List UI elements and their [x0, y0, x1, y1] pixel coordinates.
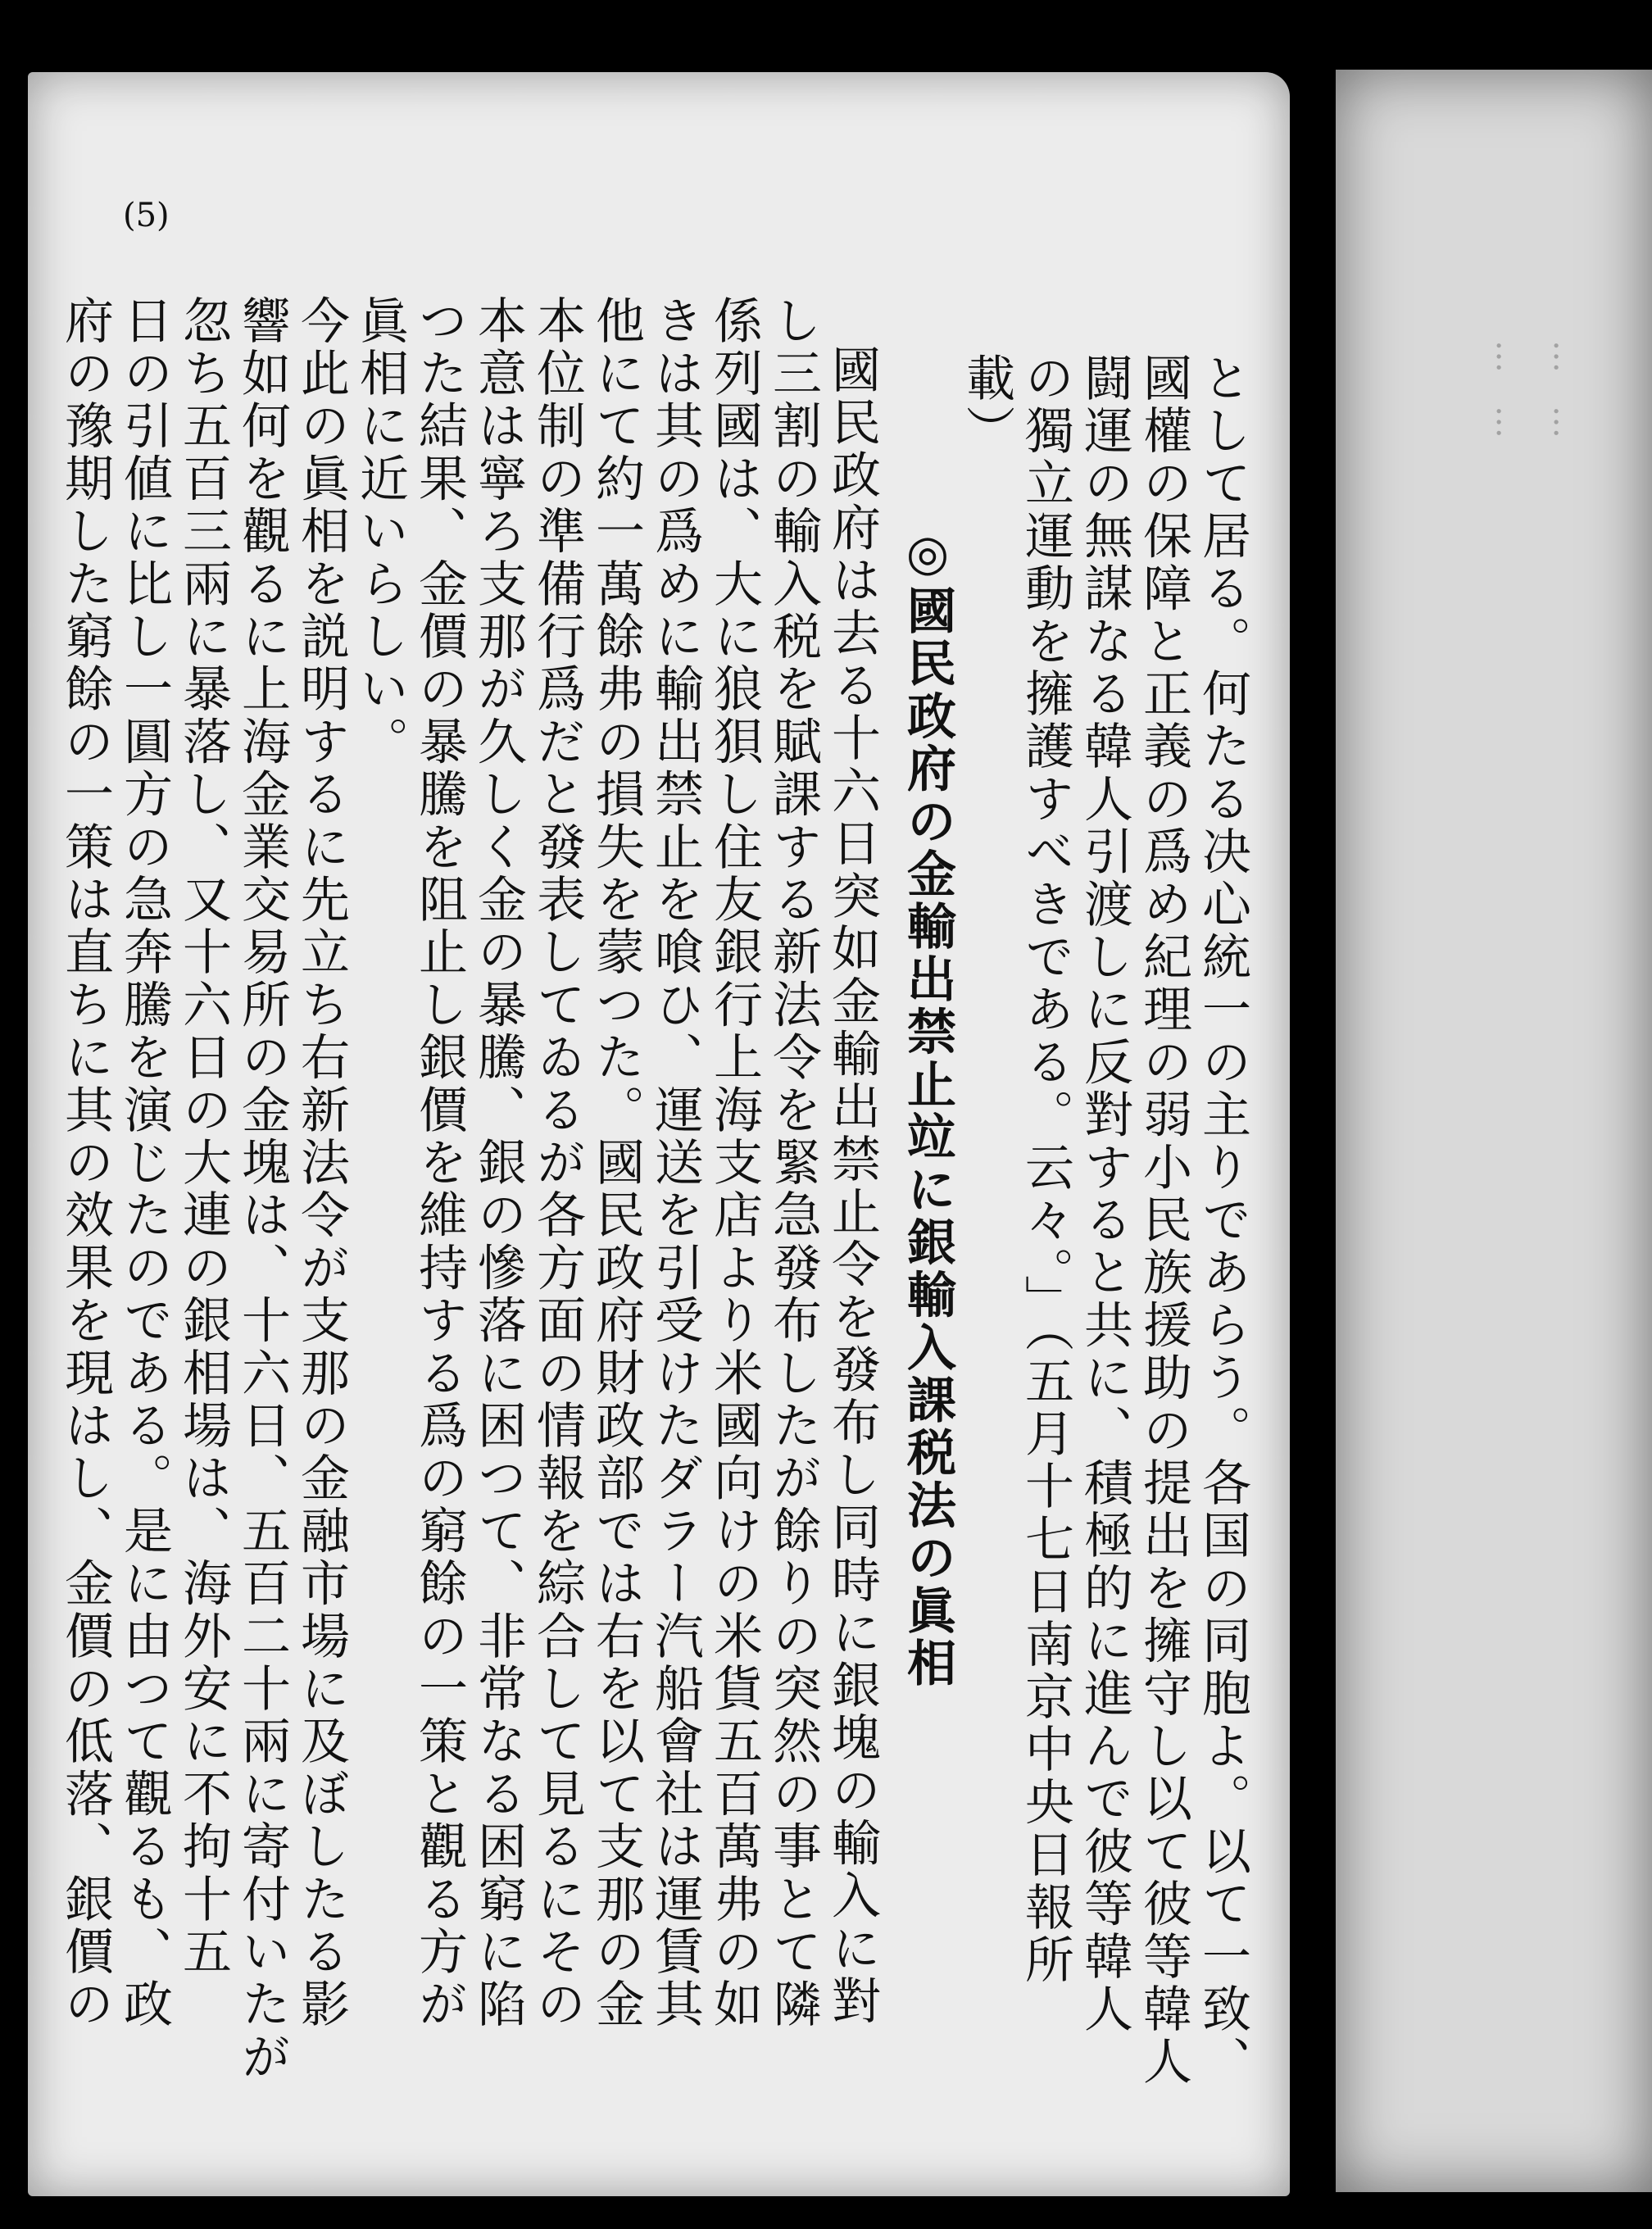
bleed-through-text: … … — [1489, 340, 1527, 438]
text-column-1: として居る。何たる决心統一の主りであらう。各国の同胞よ。以て一致、 — [1194, 352, 1251, 2089]
text-column-17: 今此の眞相を説明するに先立ち右新法令が支那の金融市場に及ぼしたる影 — [293, 295, 350, 2032]
text-column-11: きは其の爲めに輸出禁止を喰ひ、運送を引受けたダラー汽船會社は運賃其 — [647, 295, 704, 2032]
next-page-edge — [1336, 70, 1652, 2192]
text-column-15: つた結果、金價の暴騰を阻止し銀價を維持する爲の窮餘の一策と觀る方が — [411, 295, 468, 2032]
text-column-10: 係列國は、大に狼狽し住友銀行上海支店より米國向けの米貨五百萬弗の如 — [706, 295, 763, 2032]
bleed-through-text: … … — [1546, 340, 1584, 438]
text-column-13: 本位制の準備行爲だと發表してゐるが各方面の情報を綜合して見るにその — [529, 295, 586, 2032]
section-heading: ◎國民政府の金輸出禁止竝に銀輸入課税法の眞相 — [899, 524, 956, 1691]
text-column-4: の獨立運動を擁護すべきである。云々。」（五月十七日南京中央日報所 — [1017, 352, 1074, 1987]
text-column-3: 闘運の無謀なる韓人引渡しに反對すると共に、積極的に進んで彼等韓人 — [1076, 352, 1133, 2036]
text-column-9: し三割の輸入税を賦課する新法令を緊急發布したが餘りの突然の事とて隣 — [765, 295, 822, 2032]
page-number: (5) — [123, 197, 170, 234]
text-column-14: 本意は寧ろ支那が久しく金の暴騰、銀の慘落に困つて、非常なる困窮に陷 — [470, 295, 527, 2032]
text-column-18: 響如何を觀るに上海金業交易所の金塊は、十六日、五百二十兩に寄付いたが — [234, 295, 291, 2084]
text-column-19: 忽ち五百三兩に暴落し、又十六日の大連の銀相場は、海外安に不拘十五 — [175, 295, 232, 1979]
text-column-12: 他にて約一萬餘弗の損失を蒙つた。國民政府財政部では右を以て支那の金 — [588, 295, 645, 2032]
text-column-5: 載） — [958, 352, 1015, 458]
text-column-20: 日の引値に比し一圓方の急奔騰を演じたのである。是に由つて觀るも、政 — [116, 295, 173, 2032]
text-column-16: 眞相に近いらしい。 — [352, 295, 409, 769]
text-column-2: 國權の保障と正義の爲め紀理の弱小民族援助の提出を擁守し以て彼等韓人 — [1135, 352, 1192, 2089]
text-column-21: 府の豫期した窮餘の一策は直ちに其の效果を現はし、金價の低落、銀價の — [57, 295, 114, 2032]
text-column-8: 國民政府は去る十六日突如金輸出禁止令を發布し同時に銀塊の輸入に對 — [824, 344, 881, 2028]
